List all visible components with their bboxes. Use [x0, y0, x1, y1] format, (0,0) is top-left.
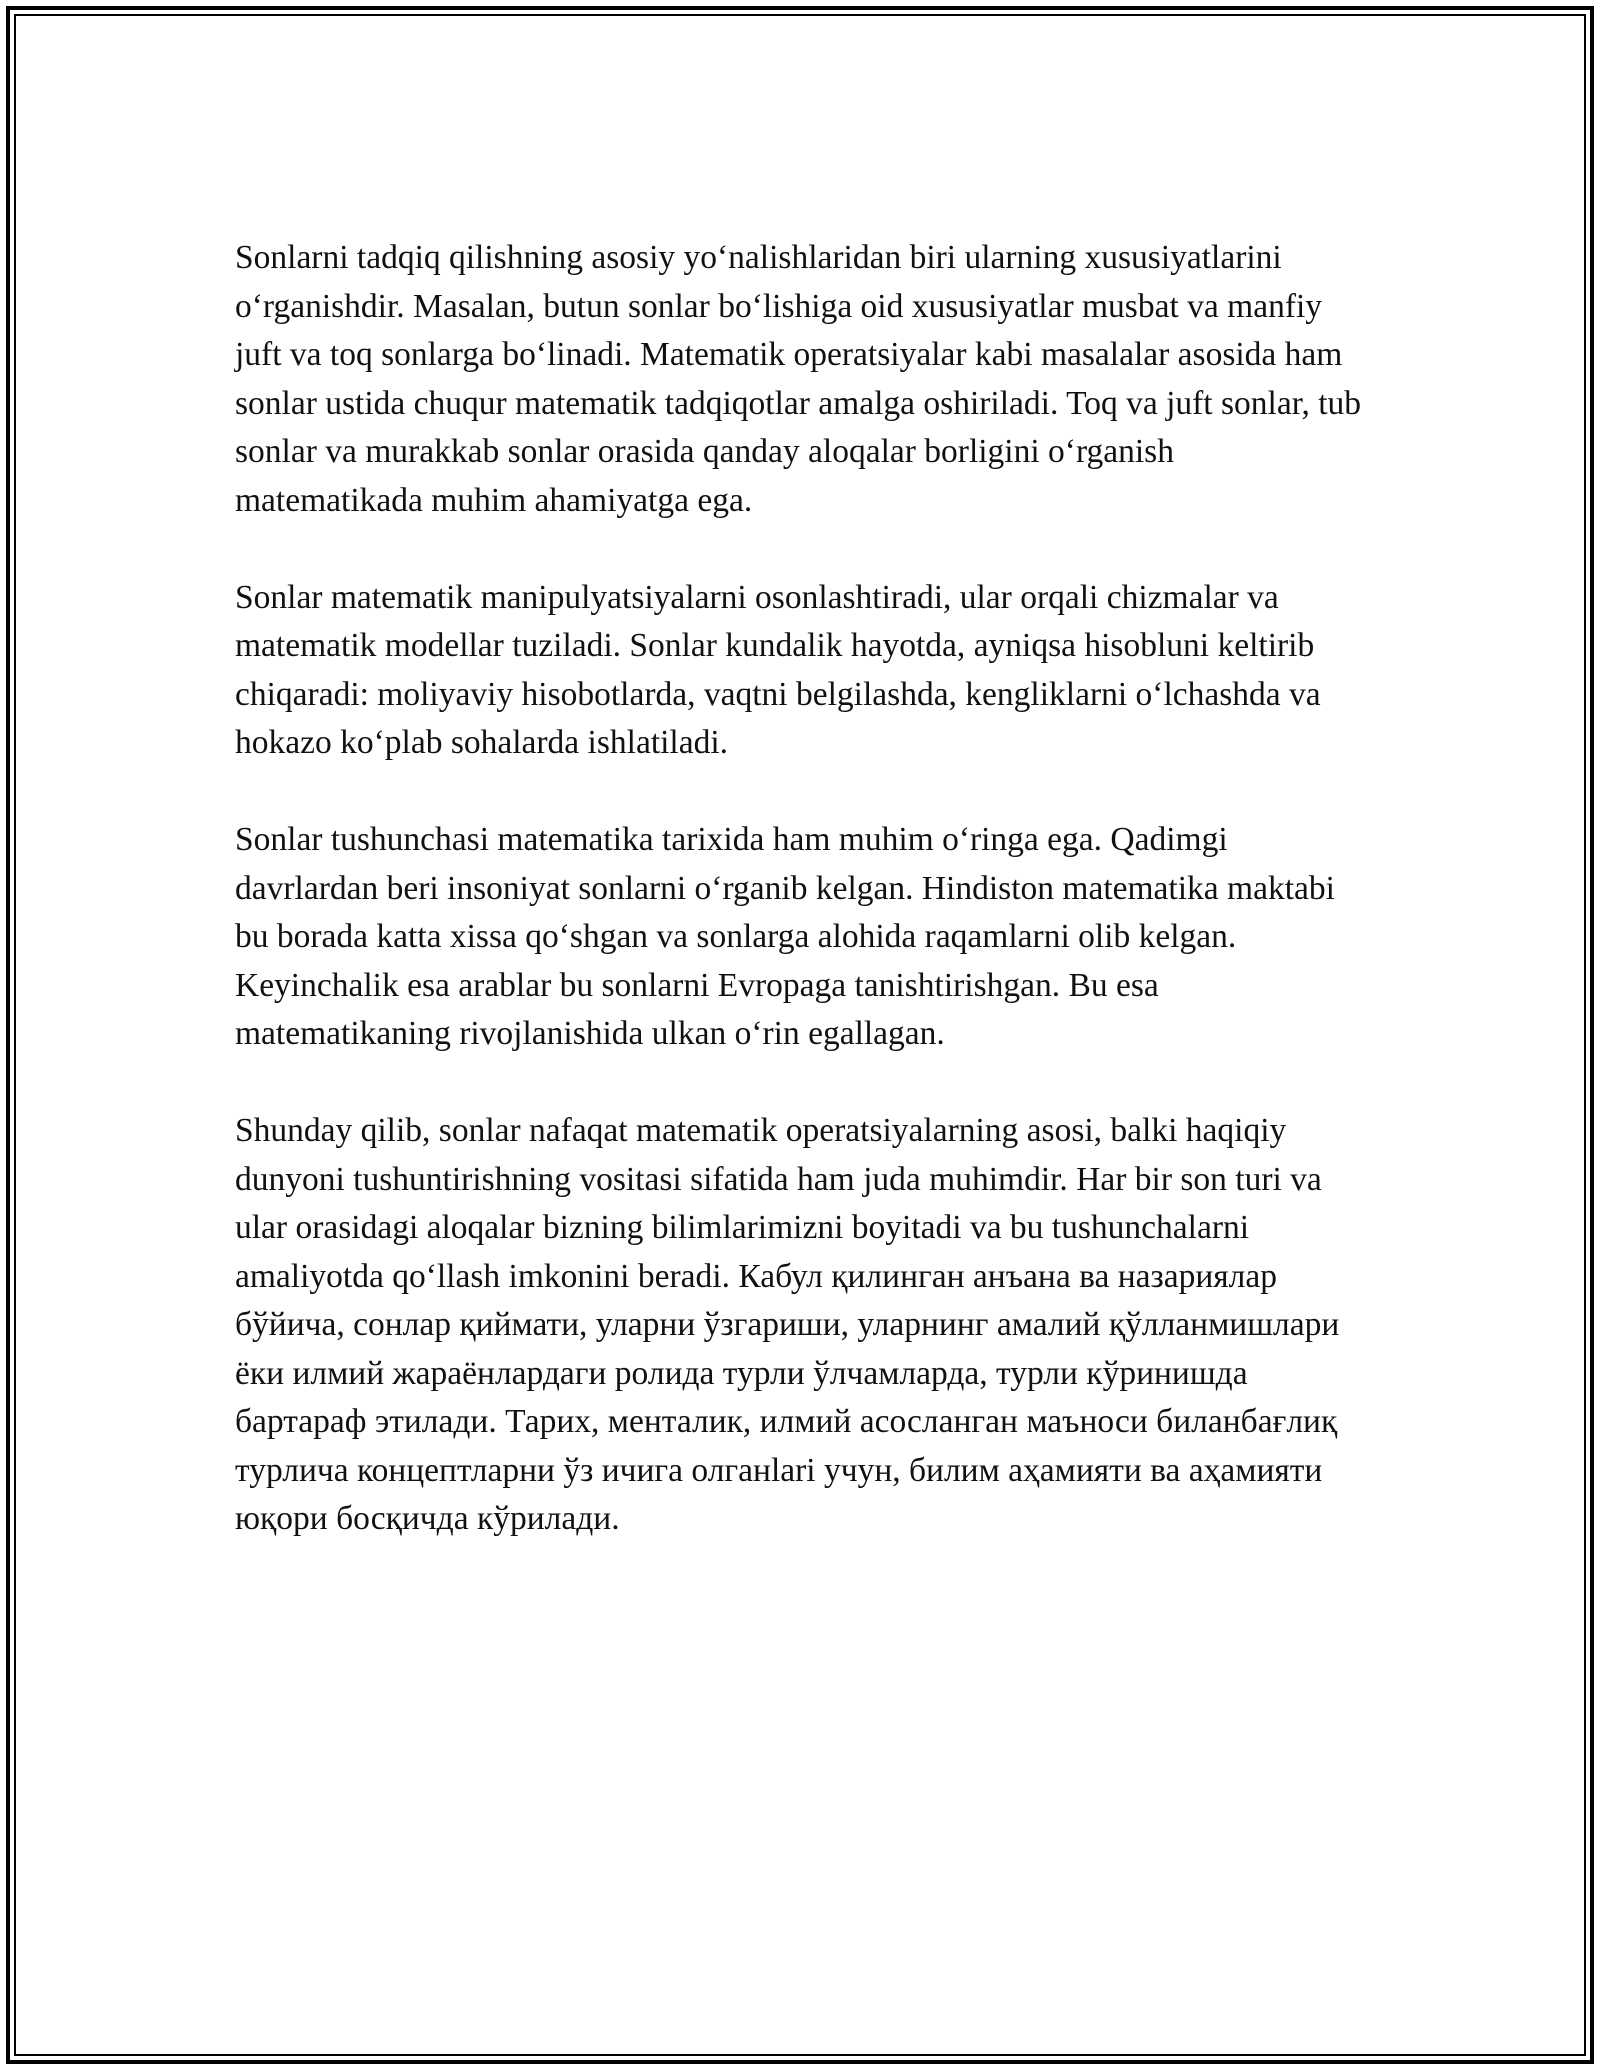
paragraph-numbers-everyday-use: Sonlar matematik manipulyatsiyalarni osonlashtiradi, ular orqali chizmalar va matematik modellar tuziladi. Sonlar kundalik hayotda, ayniqsa hisobluni keltirib chiqaradi: moliyaviy hisobotlarda, vaqtni belgilashda, kengliklarni o‘lchashda va hokazo ko‘plab sohalarda ishlatiladi.: [235, 578, 1321, 761]
paragraph-conclusion: Shunday qilib, sonlar nafaqat matematik operatsiyalarning asosi, balki haqiqiy dunyoni tushuntirishning vositasi sifatida ham juda muhimdir. Har bir son turi va ular orasidagi aloqalar bizning bilimlarimizni boyitadi va bu tushunchalarni amaliyotda qo‘llash imkonini beradi. Кабул қилинган анъана ва назариялар бўйича, сонлар қиймати, уларни ўзгариши, уларнинг амалий қўлланмишлари ёки илмий жараёнлардаги ролида турли ўлчамларда, турли кўринишда бартараф этилади. Тарих, менталик, илмий асосланган маъноси биланбағлиқ турлича концептларни ўз ичига олганlari учун, билим аҳамияти ва аҳамияти юқори босқичда кўрилади.: [235, 1112, 1340, 1537]
paragraph-numbers-history: Sonlar tushunchasi matematika tarixida ham muhim o‘ringa ega. Qadimgi davrlardan beri insoniyat sonlarni o‘rganib kelgan. Hindiston matematika maktabi bu borada katta xissa qo‘shgan va sonlarga alohida raqamlarni olib kelgan. Keyinchalik esa arablar bu sonlarni Evropaga tanishtirishgan. Bu esa matematikaning rivojlanishida ulkan o‘rin egallagan.: [235, 821, 1335, 1052]
paragraph-numbers-properties: Sonlarni tadqiq qilishning asosiy yo‘nalishlaridan biri ularning xususiyatlarini o‘rganishdir. Masalan, butun sonlar bo‘lishiga oid xususiyatlar musbat va manfiy juft va toq sonlarga bo‘linadi. Matematik operatsiyalar kabi masalalar asosida ham sonlar ustida chuqur matematik tadqiqotlar amalga oshiriladi. Toq va juft sonlar, tub sonlar va murakkab sonlar orasida qanday aloqalar borligini o‘rganish matematikada muhim ahamiyatga ega.: [235, 239, 1362, 519]
document-body: [235, 234, 1370, 1544]
